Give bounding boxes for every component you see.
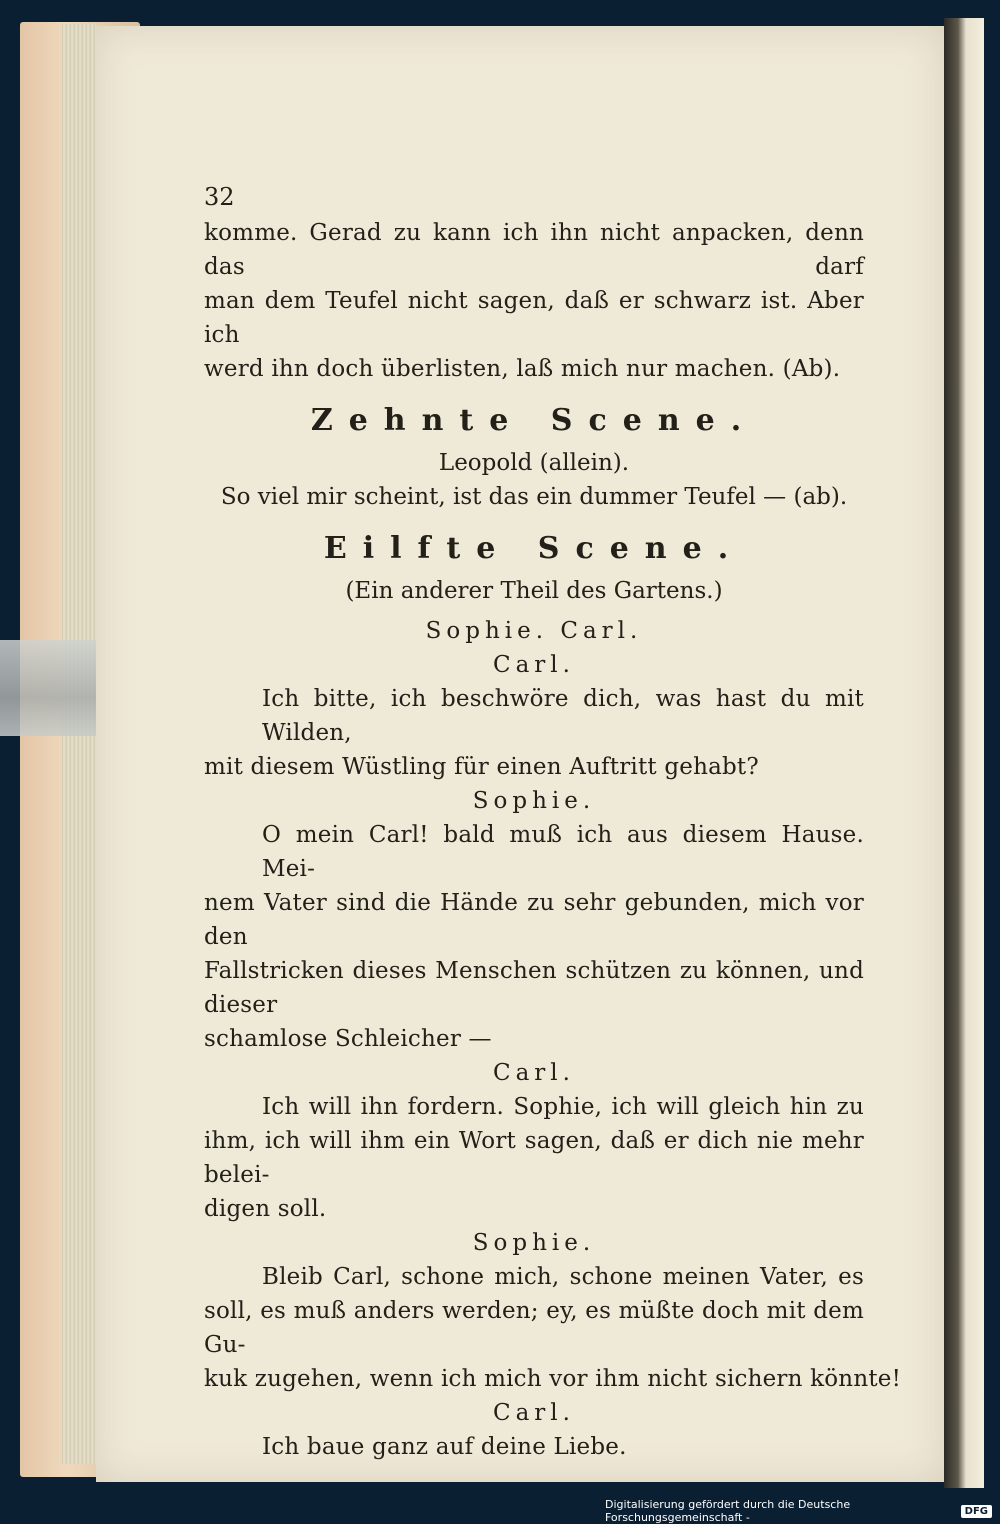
text-line: O mein Carl! bald muß ich aus diesem Hause. Mei- (262, 822, 864, 882)
text-line: Ich bitte, ich beschwöre dich, was hast du mit Wilden, (262, 686, 864, 746)
text-line: Ich will ihn fordern. Sophie, ich will gleich hin zu (262, 1094, 864, 1120)
speaker-name: Sophie. (472, 1230, 596, 1256)
text-line: komme. Gerad zu kann ich ihn nicht anpacken, denn das darf (204, 220, 864, 280)
speaker-direction: Leopold (allein). (438, 450, 630, 476)
scene-heading: Zehnte Scene. (310, 403, 758, 438)
speaker-name: Carl. (493, 1060, 575, 1086)
book-gutter (944, 18, 984, 1488)
page-stack-lines (62, 24, 96, 1464)
text-line: ihm, ich will ihm ein Wort sagen, daß er dich nie mehr belei- (204, 1128, 864, 1188)
text-line: Fallstricken dieses Menschen schützen zu können, und dieser (204, 958, 864, 1018)
text-line: digen soll. (204, 1196, 327, 1222)
cast-list: Sophie. Carl. (425, 618, 643, 644)
speaker-name: Carl. (493, 652, 575, 678)
text-line: mit diesem Wüstling für einen Auftritt gehabt? (204, 754, 759, 780)
text-line: Ich baue ganz auf deine Liebe. (262, 1434, 627, 1460)
page-number: 32 (204, 183, 235, 211)
speaker-name: Sophie. (472, 788, 596, 814)
text-line: werd ihn doch überlisten, laß mich nur machen. (Ab). (204, 356, 841, 382)
footer-text: Digitalisierung gefördert durch die Deutsche Forschungsgemeinschaft - (605, 1498, 851, 1524)
page-text (204, 180, 902, 1464)
dfg-logo-icon: DFG (961, 1505, 992, 1518)
text-line: kuk zugehen, wenn ich mich vor ihm nicht sichern könnte! (204, 1366, 902, 1392)
text-line: nem Vater sind die Hände zu sehr gebunden, mich vor den (204, 890, 864, 950)
footer-credit (605, 1500, 1000, 1522)
text-line: Bleib Carl, schone mich, schone meinen Vater, es (262, 1264, 864, 1290)
text-line: So viel mir scheint, ist das ein dummer Teufel — (ab). (220, 484, 848, 510)
text-line: man dem Teufel nicht sagen, daß er schwarz ist. Aber ich (204, 288, 864, 348)
scene-heading: Eilfte Scene. (323, 531, 745, 566)
text-line: soll, es muß anders werden; ey, es müßte doch mit dem Gu- (204, 1298, 864, 1358)
stage-direction: (Ein anderer Theil des Gartens.) (345, 578, 723, 604)
speaker-name: Carl. (493, 1400, 575, 1426)
text-line: schamlose Schleicher — (204, 1026, 492, 1052)
